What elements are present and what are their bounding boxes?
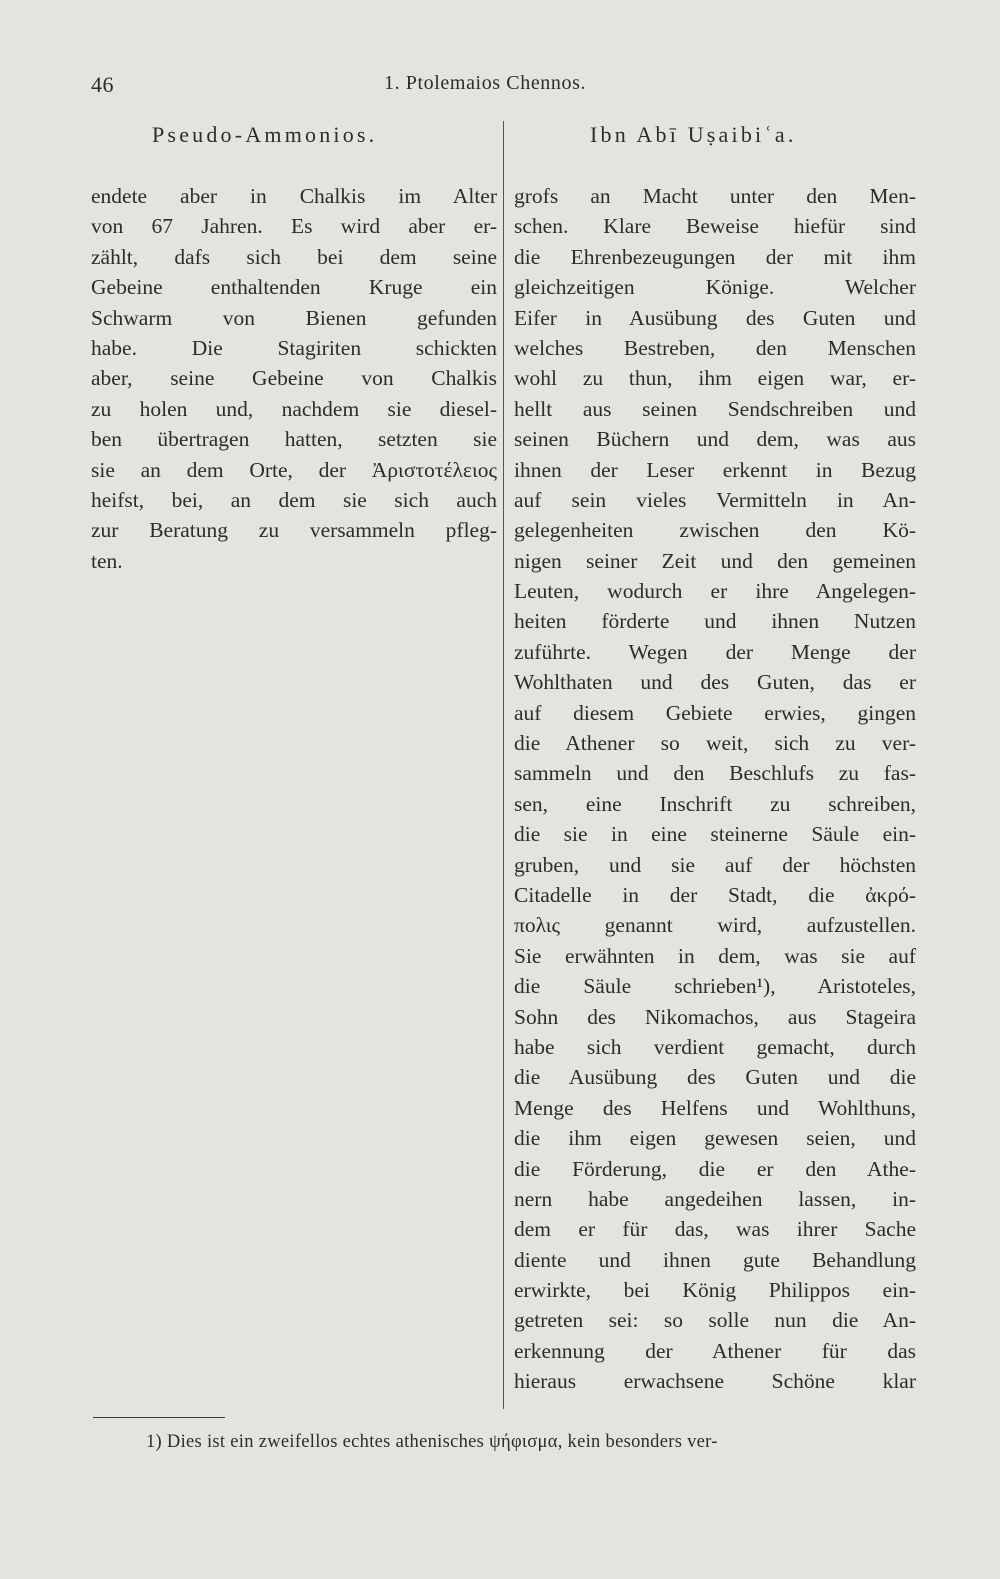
text-line: gleichzeitigen Könige. Welcher (514, 275, 916, 300)
footnote-rule (93, 1417, 225, 1418)
text-line: hellt aus seinen Sendschreiben und (514, 396, 916, 421)
text-line: Sie erwähnten in dem, was sie auf (514, 943, 916, 968)
text-line: die Säule schrieben¹), Aristoteles, (514, 974, 916, 999)
text-line: auf sein vieles Vermitteln in An- (514, 487, 916, 512)
text-line: Menge des Helfens und Wohlthuns, (514, 1095, 916, 1120)
text-line: sie an dem Orte, der Ἀριστοτέλειος (91, 457, 497, 482)
text-line: grofs an Macht unter den Men- (514, 184, 916, 208)
text-line: ten. (91, 548, 123, 573)
text-line: von 67 Jahren. Es wird aber er- (91, 214, 497, 239)
text-line: die sie in eine steinerne Säule ein- (514, 822, 916, 847)
running-title: 1. Ptolemaios Chennos. (384, 72, 587, 94)
page-number: 46 (91, 72, 114, 97)
text-line: die Ausübung des Guten und die (514, 1065, 916, 1090)
text-line: zuführte. Wegen der Menge der (514, 639, 916, 664)
text-line: endete aber in Chalkis im Alter (91, 184, 497, 208)
text-line: zu holen und, nachdem sie diesel- (91, 396, 497, 421)
text-line: habe. Die Stagiriten schickten (91, 335, 497, 360)
text-line: nern habe angedeihen lassen, in- (514, 1186, 916, 1211)
column-divider (503, 121, 504, 1409)
text-line: wohl zu thun, ihm eigen war, er- (514, 366, 916, 391)
footnote: 1) Dies ist ein zweifellos echtes athenisches ψήφισμα, kein besonders ver- (146, 1432, 718, 1452)
text-line: die Förderung, die er den Athe- (514, 1156, 916, 1181)
left-column-heading: Pseudo-Ammonios. (152, 122, 378, 147)
text-line: Leuten, wodurch er ihre Angelegen- (514, 579, 916, 604)
text-line: diente und ihnen gute Behandlung (514, 1247, 916, 1272)
text-line: gelegenheiten zwischen den Kö- (514, 518, 916, 543)
text-line: aber, seine Gebeine von Chalkis (91, 366, 497, 391)
text-line: welches Bestreben, den Menschen (514, 335, 916, 360)
text-line: ihnen der Leser erkennt in Bezug (514, 457, 916, 482)
text-line: habe sich verdient gemacht, durch (514, 1034, 916, 1059)
right-column-heading: Ibn Abī Uṣaibiʿa. (590, 122, 797, 147)
right-column-text (514, 181, 916, 1397)
text-line: heiten förderte und ihnen Nutzen (514, 609, 916, 634)
text-line: getreten sei: so solle nun die An- (514, 1308, 916, 1333)
text-line: sen, eine Inschrift zu schreiben, (514, 791, 916, 816)
text-line: gruben, und sie auf der höchsten (514, 852, 916, 877)
text-line: Eifer in Ausübung des Guten und (514, 305, 916, 330)
text-line: zur Beratung zu versammeln pfleg- (91, 518, 497, 543)
text-line: ben übertragen hatten, setzten sie (91, 427, 497, 452)
text-line: Schwarm von Bienen gefunden (91, 305, 497, 330)
text-line: schen. Klare Beweise hiefür sind (514, 214, 916, 239)
text-line: erwirkte, bei König Philippos ein- (514, 1278, 916, 1303)
text-line: auf diesem Gebiete erwies, gingen (514, 700, 916, 725)
text-line: die Athener so weit, sich zu ver- (514, 731, 916, 756)
text-line: Citadelle in der Stadt, die ἀκρό- (514, 882, 916, 907)
text-line: sammeln und den Beschlufs zu fas- (514, 761, 916, 786)
text-line: hieraus erwachsene Schöne klar (514, 1369, 916, 1394)
text-line: nigen seiner Zeit und den gemeinen (514, 548, 916, 573)
text-line: zählt, dafs sich bei dem seine (91, 244, 497, 269)
text-line: Gebeine enthaltenden Kruge ein (91, 275, 497, 300)
text-line: Wohlthaten und des Guten, das er (514, 670, 916, 695)
text-line: heifst, bei, an dem sie sich auch (91, 487, 497, 512)
text-line: πολις genannt wird, aufzustellen. (514, 913, 916, 938)
text-line: Sohn des Nikomachos, aus Stageira (514, 1004, 916, 1029)
text-line: die ihm eigen gewesen seien, und (514, 1126, 916, 1151)
text-line: die Ehrenbezeugungen der mit ihm (514, 244, 916, 269)
left-column-text (91, 181, 497, 576)
text-line: seinen Büchern und dem, was aus (514, 427, 916, 452)
text-line: erkennung der Athener für das (514, 1338, 916, 1363)
text-line: dem er für das, was ihrer Sache (514, 1217, 916, 1242)
